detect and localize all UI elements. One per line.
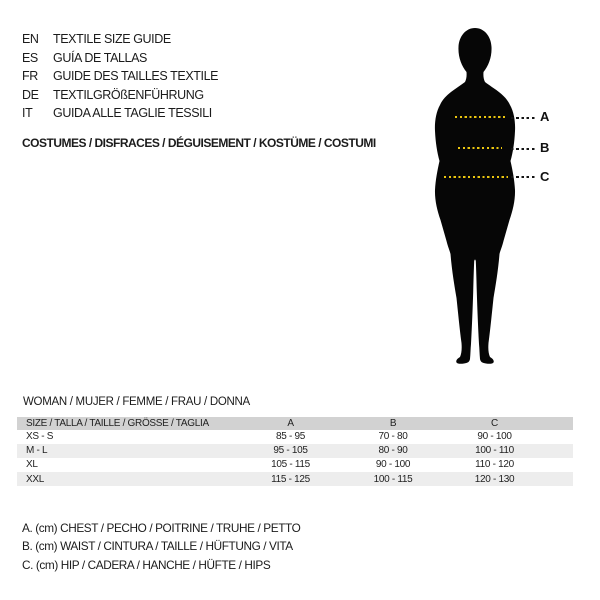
chest-callout-line	[511, 117, 537, 119]
size-table-header-c: C	[491, 417, 498, 429]
size-table	[17, 417, 573, 486]
measure-label-c: C	[540, 168, 550, 184]
size-cell: XXL	[26, 473, 45, 485]
size-table-header-row	[17, 417, 573, 430]
legend-hip: C. (cm) HIP / CADERA / HANCHE / HÜFTE / HIPS	[22, 557, 271, 572]
language-row-it	[22, 104, 218, 123]
measure-legend	[22, 519, 300, 574]
language-row-es	[22, 49, 218, 68]
section-title-woman: WOMAN / MUJER / FEMME / FRAU / DONNA	[23, 396, 250, 408]
woman-silhouette-path	[435, 28, 515, 364]
waist-range-cell: 100 - 115	[373, 473, 413, 485]
legend-waist: B. (cm) WAIST / CINTURA / TAILLE / HÜFTUNG / VITA	[22, 539, 293, 554]
language-label: GUIDA ALLE TAGLIE TESSILI	[53, 106, 212, 121]
chest-range-cell: 115 - 125	[271, 473, 310, 485]
language-label: GUÍA DE TALLAS	[53, 50, 147, 65]
language-label: TEXTILE SIZE GUIDE	[53, 32, 171, 46]
waist-measure-line	[458, 147, 502, 149]
language-label: GUIDE DES TAILLES TEXTILE	[53, 69, 219, 84]
hip-callout-line	[511, 176, 537, 178]
woman-silhouette-figure	[430, 28, 522, 366]
table-row	[17, 430, 573, 444]
size-table-header-a: A	[287, 417, 294, 429]
chest-measure-line	[455, 116, 506, 118]
language-row-de	[22, 86, 218, 105]
language-list	[22, 30, 218, 123]
chest-range-cell: 105 - 115	[271, 459, 310, 471]
hip-measure-line	[444, 176, 508, 178]
waist-callout-line	[511, 148, 537, 150]
size-table-header-size: SIZE / TALLA / TAILLE / GRÖSSE / TAGLIA	[26, 417, 209, 429]
language-code: ES	[22, 50, 38, 65]
language-code: IT	[22, 106, 33, 121]
language-code: DE	[22, 87, 39, 102]
chest-range-cell: 95 - 105	[273, 445, 308, 457]
waist-range-cell: 80 - 90	[378, 445, 408, 457]
measure-label-b: B	[540, 140, 550, 155]
language-code: EN	[22, 32, 39, 46]
hip-range-cell: 100 - 110	[475, 445, 514, 457]
hip-range-cell: 90 - 100	[477, 431, 512, 443]
chest-range-cell: 85 - 95	[275, 431, 306, 443]
hip-range-cell: 120 - 130	[474, 473, 515, 485]
table-row	[17, 458, 573, 472]
language-label: TEXTILGRÖßENFÜHRUNG	[53, 87, 204, 102]
size-cell: XL	[26, 459, 38, 471]
size-cell: XS - S	[26, 431, 54, 443]
language-row-fr	[22, 67, 218, 86]
table-row	[17, 444, 573, 458]
language-code: FR	[22, 69, 38, 84]
size-table-header-b: B	[389, 417, 397, 429]
measure-label-a: A	[540, 109, 550, 124]
category-title: COSTUMES / DISFRACES / DÉGUISEMENT / KOSTÜME / COSTUMI	[22, 136, 376, 150]
waist-range-cell: 70 - 80	[378, 431, 408, 443]
table-row	[17, 472, 573, 486]
hip-range-cell: 110 - 120	[475, 459, 514, 471]
size-cell: M - L	[26, 445, 48, 457]
waist-range-cell: 90 - 100	[375, 459, 411, 471]
language-row-en	[22, 30, 218, 49]
legend-chest: A. (cm) CHEST / PECHO / POITRINE / TRUHE / PETTO	[22, 521, 301, 535]
